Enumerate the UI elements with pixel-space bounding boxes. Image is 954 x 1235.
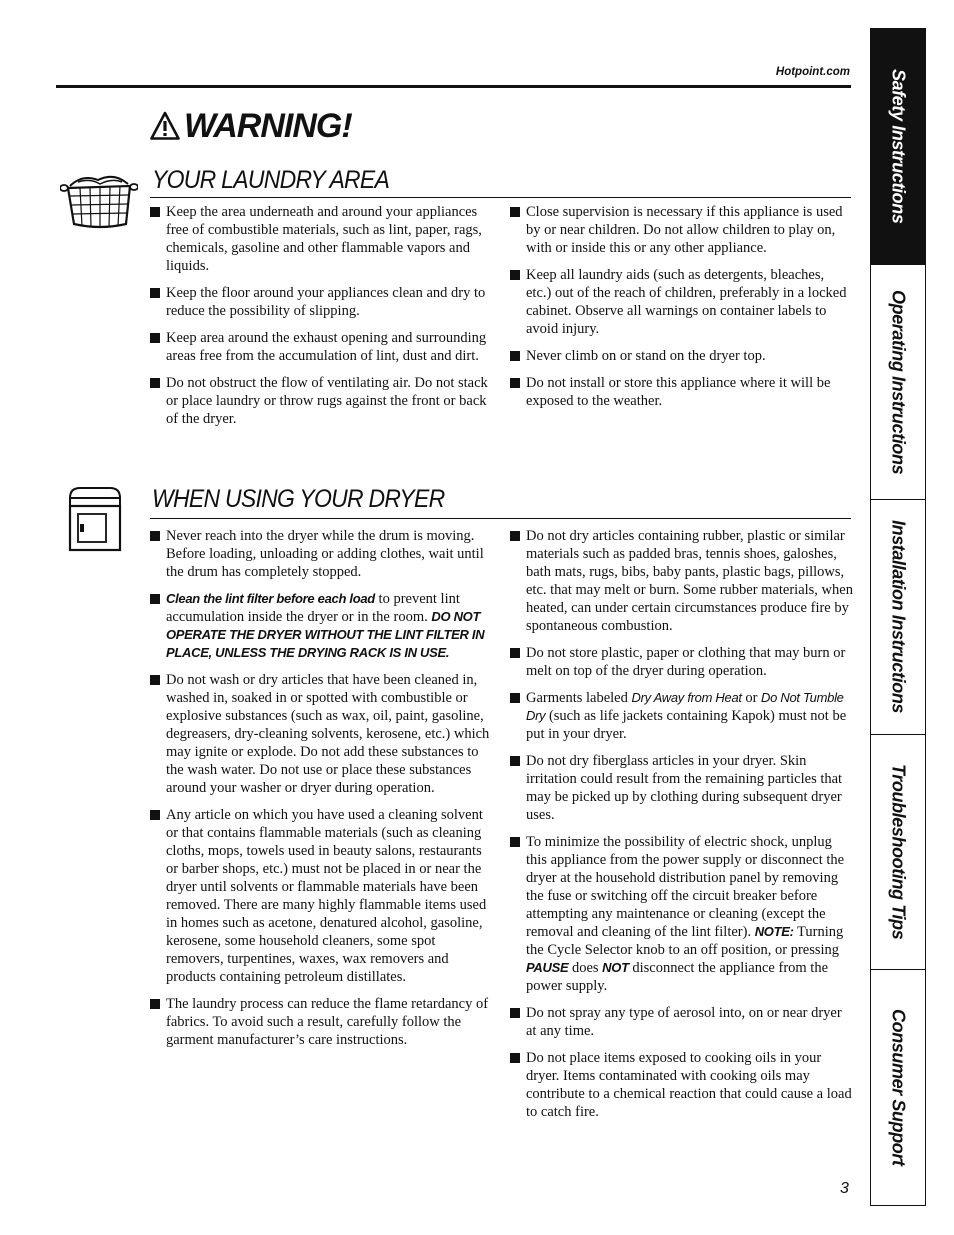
list-item: Do not dry articles containing rubber, plastic or similar materials such as padded bras, tennis shoes, galoshes, bath mats, rugs, bibs, baby pants, plastic bags, pillows, etc. that may melt or burn. Some rubber materials, when heated, can under certain circumstances produce fire by spontaneous combustion. [510, 527, 853, 635]
site-url: Hotpoint.com [775, 66, 850, 78]
warning-heading [150, 106, 352, 146]
dryer-icon [64, 484, 126, 554]
page-number: 3 [840, 1180, 849, 1197]
bullet-square-icon [510, 378, 520, 388]
laundry-area-left-column [150, 203, 490, 437]
bullet-square-icon [150, 594, 160, 604]
list-item: Do not install or store this appliance where it will be exposed to the weather. [510, 374, 853, 410]
list-item: The laundry process can reduce the flame retardancy of fabrics. To avoid such a result, carefully follow the garment manufacturer’s care instructions. [150, 995, 490, 1049]
tab-consumer-support[interactable]: Consumer Support [871, 970, 925, 1206]
laundry-basket-icon [60, 168, 138, 230]
list-item: Close supervision is necessary if this appliance is used by or near children. Do not allow children to play on, with or inside this or any other appliance. [510, 203, 853, 257]
warning-triangle-icon [150, 111, 180, 141]
list-item: Do not dry fiberglass articles in your dryer. Skin irritation could result from the remaining particles that may be picked up by clothing during subsequent dryer uses. [510, 752, 853, 824]
list-item: Do not spray any type of aerosol into, on or near dryer at any time. [510, 1004, 853, 1040]
list-item: Garments labeled Dry Away from Heat or Do Not Tumble Dry (such as life jackets containing Kapok) must not be put in your dryer. [510, 689, 853, 743]
tab-safety-instructions[interactable]: Safety Instructions [871, 28, 925, 265]
bullet-square-icon [510, 351, 520, 361]
side-tab-bar [870, 28, 926, 1206]
warning-title: WARNING! [184, 106, 352, 145]
bullet-square-icon [150, 531, 160, 541]
list-item: Do not obstruct the flow of ventilating air. Do not stack or place laundry or throw rugs against the front or back of the dryer. [150, 374, 490, 428]
using-dryer-right-column [510, 527, 853, 1130]
tab-troubleshooting-tips[interactable]: Troubleshooting Tips [871, 735, 925, 970]
tab-installation-instructions[interactable]: Installation Instructions [871, 500, 925, 735]
bullet-square-icon [510, 270, 520, 280]
bullet-square-icon [150, 288, 160, 298]
bullet-square-icon [150, 378, 160, 388]
bullet-square-icon [510, 1008, 520, 1018]
list-item: Keep the floor around your appliances clean and dry to reduce the possibility of slipping. [150, 284, 490, 320]
list-item: Keep area around the exhaust opening and surrounding areas free from the accumulation of lint, dust and dirt. [150, 329, 490, 365]
bullet-square-icon [150, 333, 160, 343]
using-dryer-rule [150, 518, 851, 519]
bullet-square-icon [510, 648, 520, 658]
bullet-square-icon [510, 837, 520, 847]
laundry-area-title: YOUR LAUNDRY AREA [152, 166, 390, 194]
header-rule [56, 85, 851, 88]
list-item: To minimize the possibility of electric shock, unplug this appliance from the power supply or disconnect the dryer at the household distribution panel by removing the fuse or switching off the circuit breaker before attempting any maintenance or cleaning (except the removal and cleaning of the lint filter). NOTE: Turning the Cycle Selector knob to an off position, or pressing PAUSE does NOT disconnect the appliance from the power supply. [510, 833, 853, 995]
bullet-square-icon [510, 756, 520, 766]
tab-operating-instructions[interactable]: Operating Instructions [871, 265, 925, 500]
bullet-square-icon [510, 1053, 520, 1063]
list-item: Never reach into the dryer while the drum is moving. Before loading, unloading or adding clothes, wait until the drum has completely stopped. [150, 527, 490, 581]
bullet-square-icon [510, 531, 520, 541]
bullet-square-icon [510, 207, 520, 217]
laundry-area-rule [150, 197, 851, 198]
bullet-square-icon [150, 999, 160, 1009]
list-item: Clean the lint filter before each load to prevent lint accumulation inside the dryer or in the room. DO NOT OPERATE THE DRYER WITHOUT THE LINT FILTER IN PLACE, UNLESS THE DRYING RACK IS IN USE. [150, 590, 490, 662]
list-item: Never climb on or stand on the dryer top. [510, 347, 853, 365]
list-item: Any article on which you have used a cleaning solvent or that contains flammable materials (such as cleaning cloths, mops, towels used in beauty salons, restaurants or barber shops, etc.) must not be placed in or near the dryer until solvents or flammable materials have been removed. There are many highly flammable items used in homes such as acetone, denatured alcohol, gasoline, kerosene, some household cleaners, some spot removers, turpentines, waxes, wax removers and products containing petroleum distillates. [150, 806, 490, 986]
bullet-square-icon [510, 693, 520, 703]
list-item: Do not store plastic, paper or clothing that may burn or melt on top of the dryer during operation. [510, 644, 853, 680]
using-dryer-left-column [150, 527, 490, 1058]
list-item: Keep all laundry aids (such as detergents, bleaches, etc.) out of the reach of children, preferably in a locked cabinet. Observe all warnings on container labels to avoid injury. [510, 266, 853, 338]
using-dryer-title: WHEN USING YOUR DRYER [152, 485, 445, 513]
list-item: Keep the area underneath and around your appliances free of combustible materials, such as lint, paper, rags, chemicals, gasoline and other flammable vapors and liquids. [150, 203, 490, 275]
bullet-square-icon [150, 207, 160, 217]
laundry-area-right-column [510, 203, 853, 419]
list-item: Do not wash or dry articles that have been cleaned in, washed in, soaked in or spotted with combustible or explosive substances (such as wax, oil, paint, gasoline, degreasers, dry-cleaning solvents, kerosene, etc.) which may ignite or explode. Do not add these substances to the wash water. Do not use or place these substances around your washer or dryer during operation. [150, 671, 490, 797]
bullet-square-icon [150, 810, 160, 820]
list-item: Do not place items exposed to cooking oils in your dryer. Items contaminated with cooking oils may contribute to a chemical reaction that could cause a load to catch fire. [510, 1049, 853, 1121]
bullet-square-icon [150, 675, 160, 685]
